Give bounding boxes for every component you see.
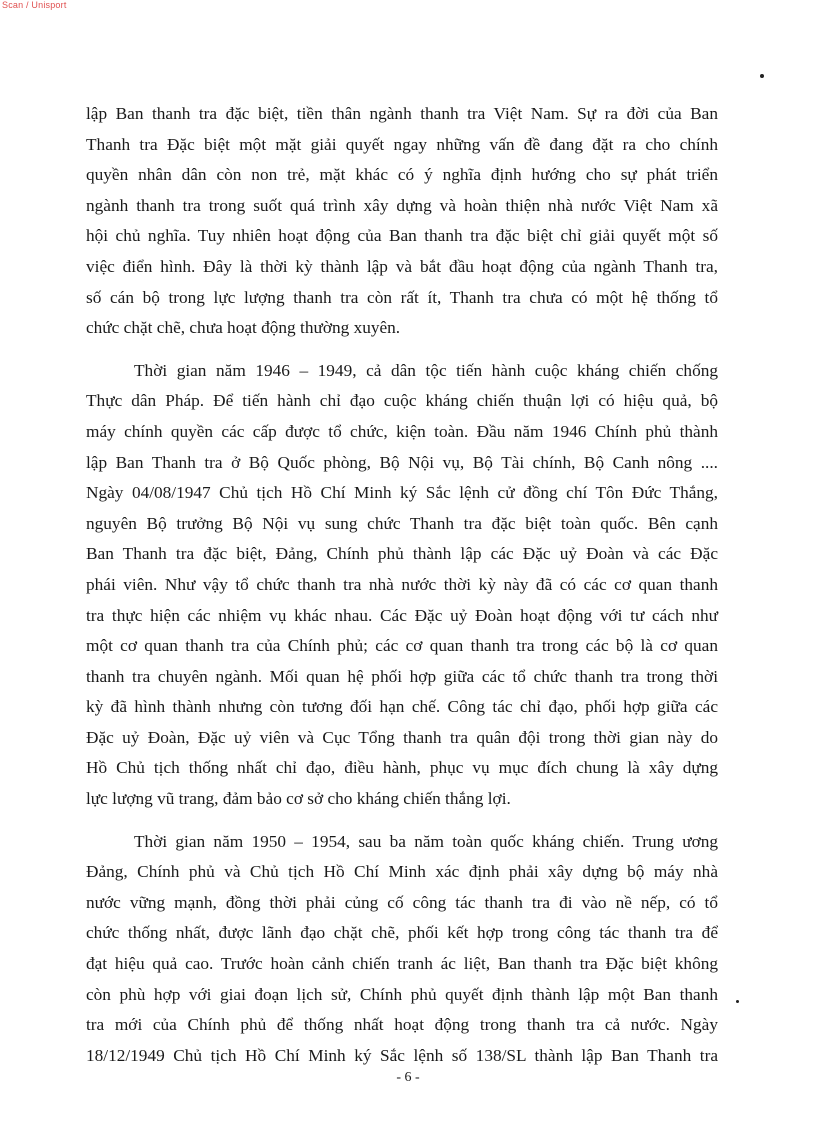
text-line: Ban Thanh tra đặc biệt, Đảng, Chính phủ thành lập các Đặc uỷ Đoàn và các Đặc — [86, 544, 718, 564]
text-line: chức chặt chẽ, chưa hoạt động thường xuyên. — [86, 318, 401, 338]
text-line: hội chủ nghĩa. Tuy nhiên hoạt động của Ban thanh tra đặc biệt chỉ giải quyết một số — [86, 226, 718, 246]
text-line: tra thực hiện các nhiệm vụ khác nhau. Các Đặc uỷ Đoàn hoạt động với tư cách như — [86, 605, 718, 625]
page-number: - 6 - — [396, 1070, 420, 1085]
text-line: Ngày 04/08/1947 Chủ tịch Hồ Chí Minh ký Sắc lệnh cử đồng chí Tôn Đức Thắng, — [86, 483, 718, 503]
document-body — [86, 99, 718, 1083]
text-line: còn phù hợp với giai đoạn lịch sử, Chính phủ quyết định thành lập một Ban thanh — [86, 984, 718, 1004]
text-line: tra mới của Chính phủ để thống nhất hoạt động trong thanh tra cả nước. Ngày — [86, 1015, 718, 1035]
text-line: quyền nhân dân còn non trẻ, mặt khác có ý nghĩa định hướng cho sự phát triển — [86, 165, 718, 185]
text-line: lực lượng vũ trang, đảm bảo cơ sở cho kháng chiến thắng lợi. — [86, 789, 511, 809]
text-line: lập Ban thanh tra đặc biệt, tiền thân ngành thanh tra Việt Nam. Sự ra đời của Ban — [86, 104, 718, 123]
text-line: Thanh tra Đặc biệt một mặt giải quyết ngay những vấn đề đang đặt ra cho chính — [86, 134, 718, 154]
text-line: Đặc uỷ Đoàn, Đặc uỷ viên và Cục Tổng thanh tra quân đội trong thời gian này do — [86, 727, 718, 747]
scan-watermark: Scan / Unisport — [2, 0, 67, 10]
text-line: Đảng, Chính phủ và Chủ tịch Hồ Chí Minh xác định phải xây dựng bộ máy nhà — [86, 862, 718, 882]
text-line: Thời gian năm 1946 – 1949, cả dân tộc tiến hành cuộc kháng chiến chống — [134, 360, 718, 380]
text-line: nguyên Bộ trưởng Bộ Nội vụ sung chức Thanh tra đặc biệt toàn quốc. Bên cạnh — [86, 513, 718, 533]
scan-speck — [760, 74, 764, 78]
paragraph-1 — [86, 99, 718, 344]
text-line: máy chính quyền các cấp được tổ chức, kiện toàn. Đầu năm 1946 Chính phủ thành — [86, 421, 718, 441]
paragraph-2 — [86, 356, 718, 815]
text-line: Thời gian năm 1950 – 1954, sau ba năm toàn quốc kháng chiến. Trung ương — [134, 831, 718, 851]
text-line: đạt hiệu quả cao. Trước hoàn cảnh chiến tranh ác liệt, Ban thanh tra Đặc biệt không — [86, 954, 718, 974]
text-line: ngành thanh tra trong suốt quá trình xây dựng và hoàn thiện nhà nước Việt Nam xã — [86, 195, 718, 215]
text-line: lập Ban Thanh tra ở Bộ Quốc phòng, Bộ Nội vụ, Bộ Tài chính, Bộ Canh nông .... — [86, 452, 718, 472]
text-line: phái viên. Như vậy tổ chức thanh tra nhà nước thời kỳ này đã có các cơ quan thanh — [86, 574, 718, 594]
text-line: nước vững mạnh, đồng thời phải củng cố công tác thanh tra đi vào nề nếp, có tổ — [86, 892, 718, 912]
text-line: Thực dân Pháp. Để tiến hành chỉ đạo cuộc kháng chiến thuận lợi có hiệu quả, bộ — [86, 391, 718, 411]
text-line: Hồ Chủ tịch thống nhất chỉ đạo, điều hành, phục vụ mục đích chung là xây dựng — [86, 758, 718, 778]
text-line: thanh tra chuyên ngành. Mối quan hệ phối hợp giữa các tổ chức thanh tra trong thời — [86, 666, 718, 686]
text-line: chức thống nhất, được lãnh đạo chặt chẽ, phối kết hợp trong công tác thanh tra để — [86, 923, 718, 943]
text-line: một cơ quan thanh tra của Chính phủ; các cơ quan thanh tra trong các bộ là cơ quan — [86, 636, 718, 656]
scan-speck — [736, 1000, 739, 1003]
paragraph-3 — [86, 827, 718, 1072]
text-line: kỳ đã hình thành nhưng còn tương đối hạn chế. Công tác chỉ đạo, phối hợp giữa các — [86, 697, 718, 717]
text-line: 18/12/1949 Chủ tịch Hồ Chí Minh ký Sắc lệnh số 138/SL thành lập Ban Thanh tra — [86, 1045, 718, 1065]
text-line: số cán bộ trong lực lượng thanh tra còn rất ít, Thanh tra chưa có một hệ thống tổ — [86, 287, 718, 307]
text-line: việc điển hình. Đây là thời kỳ thành lập và bắt đầu hoạt động của ngành Thanh tra, — [86, 256, 718, 276]
